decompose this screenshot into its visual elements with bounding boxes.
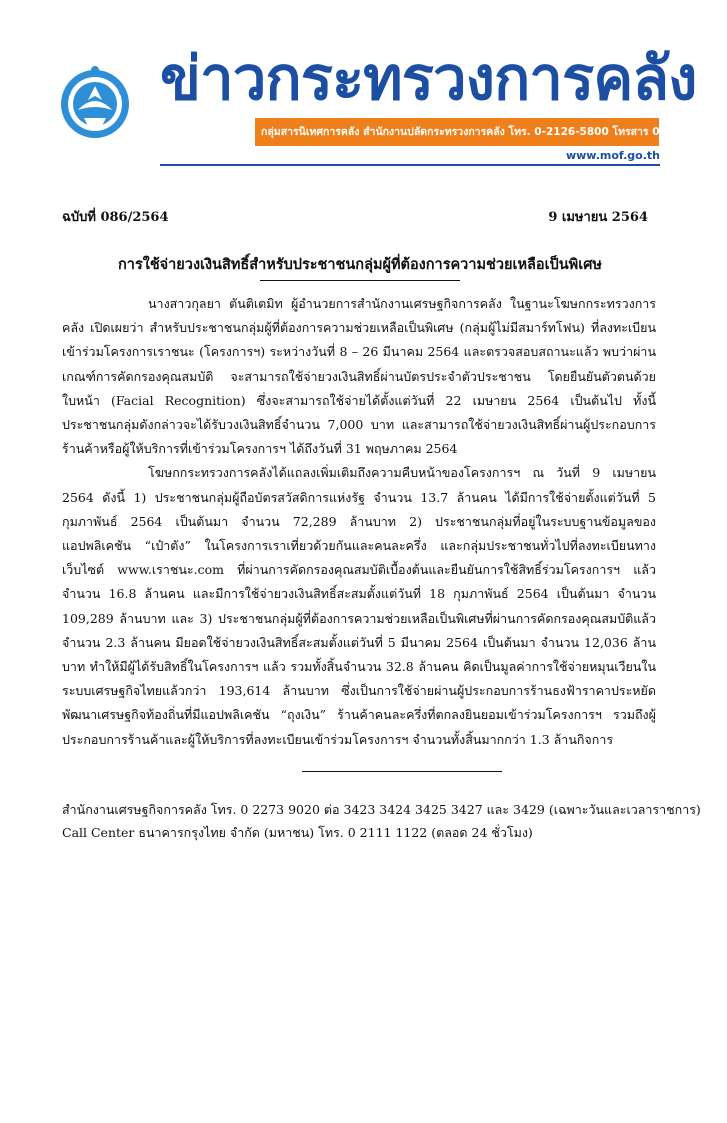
headline: การใช้จ่ายวงเงินสิทธิ์สำหรับประชาชนกลุ่มผู้ที่ต้องการความช่วยเหลือเป็นพิเศษ — [118, 256, 602, 273]
headline-underline — [260, 280, 460, 281]
call-center-contact: Call Center ธนาคารกรุงไทย จำกัด (มหาชน) โทร. 0 2111 1122 (ตลอด 24 ชั่วโมง) — [62, 825, 533, 840]
issue-number: ฉบับที่ 086/2564 — [62, 210, 169, 225]
press-release-body — [62, 292, 656, 752]
contact-info — [62, 798, 701, 844]
contact-bar-text: กลุ่มสารนิเทศการคลัง สำนักงานปลัดกระทรวงการคลัง โทร. 0-2126-5800 โทรสาร 0-2273-9763 — [261, 126, 727, 138]
header-divider — [160, 164, 660, 166]
ministry-emblem-icon — [56, 62, 134, 148]
paragraph-2: โฆษกกระทรวงการคลังได้แถลงเพิ่มเติมถึงความคืบหน้าของโครงการฯ ณ วันที่ 9 เมษายน 2564 ดังนี้ 1) ประชาชนกลุ่มผู้ถือบัตรสวัสดิการแห่งรัฐ จำนวน 13.7 ล้านคน ได้มีการใช้จ่ายตั้งแต่วันที่ 5 กุมภาพันธ์ 2564 เป็นต้นมา จำนวน 72,289 ล้านบาท 2) ประชาชนกลุ่มที่อยู่ในระบบฐานข้อมูลของแอปพลิเคชัน “เป๋าตัง” ในโครงการเราเที่ยวด้วยกันและคนละครึ่ง และกลุ่มประชาชนทั่วไปที่ลงทะเบียนทางเว็บไซต์ www.เราชนะ.com ที่ผ่านการคัดกรองคุณสมบัติเบื้องต้นและยืนยันการใช้สิทธิ์ร่วมโครงการฯ แล้ว จำนวน 16.8 ล้านคน และมีการใช้จ่ายวงเงินสิทธิ์สะสมตั้งแต่วันที่ 18 กุมภาพันธ์ 2564 เป็นต้นมา จำนวน 109,289 ล้านบาท และ 3) ประชาชนกลุ่มผู้ที่ต้องการความช่วยเหลือเป็นพิเศษที่ผ่านการคัดกรองคุณสมบัติแล้ว จำนวน 2.3 ล้านคน มียอดใช้จ่ายวงเงินสิทธิ์สะสมตั้งแต่วันที่ 5 มีนาคม 2564 เป็นต้นมา จำนวน 12,036 ล้านบาท ทำให้มีผู้ได้รับสิทธิ์ในโครงการฯ แล้ว รวมทั้งสิ้นจำนวน 32.8 ล้านคน คิดเป็นมูลค่าการใช้จ่ายหมุนเวียนในระบบเศรษฐกิจไทยแล้วกว่า 193,614 ล้านบาท ซึ่งเป็นการใช้จ่ายผ่านผู้ประกอบการร้านธงฟ้าราคาประหยัดพัฒนาเศรษฐกิจท้องถิ่นที่มีแอปพลิเคชัน “ถุงเงิน” ร้านค้าคนละครึ่งที่ตกลงยินยอมเข้าร่วมโครงการฯ รวมถึงผู้ประกอบการร้านค้าและผู้ให้บริการที่ลงทะเบียนเข้าร่วมโครงการฯ จำนวนทั้งสิ้นมากกว่า 1.3 ล้านกิจการ — [62, 465, 656, 747]
publication-title: ข่าวกระทรวงการคลัง — [160, 44, 697, 114]
release-date: 9 เมษายน 2564 — [548, 210, 648, 225]
contact-bar — [255, 118, 727, 146]
end-divider — [302, 771, 502, 772]
paragraph-1: นางสาวกุลยา ตันติเตมิท ผู้อำนวยการสำนักงานเศรษฐกิจการคลัง ในฐานะโฆษกกระทรวงการคลัง เปิดเผยว่า สำหรับประชาชนกลุ่มผู้ที่ต้องการความช่วยเหลือเป็นพิเศษ (กลุ่มผู้ไม่มีสมาร์ทโฟน) ที่ลงทะเบียนเข้าร่วมโครงการเราชนะ (โครงการฯ) ระหว่างวันที่ 8 – 26 มีนาคม 2564 และตรวจสอบสถานะแล้ว พบว่าผ่านเกณฑ์การคัดกรองคุณสมบัติ จะสามารถใช้จ่ายวงเงินสิทธิ์ผ่านบัตรประจำตัวประชาชน โดยยืนยันตัวตนด้วยใบหน้า (Facial Recognition) ซึ่งจะสามารถใช้จ่ายได้ตั้งแต่วันที่ 22 เมษายน 2564 เป็นต้นไป ทั้งนี้ ประชาชนกลุ่มดังกล่าวจะได้รับวงเงินสิทธิ์จำนวน 7,000 บาท และสามารถใช้จ่ายวงเงินสิทธิ์ผ่านผู้ประกอบการร้านค้าหรือผู้ให้บริการที่เข้าร่วมโครงการฯ ได้ถึงวันที่ 31 พฤษภาคม 2564 — [62, 296, 656, 457]
letterhead — [0, 0, 727, 180]
fpo-contact: สำนักงานเศรษฐกิจการคลัง โทร. 0 2273 9020 ต่อ 3423 3424 3425 3427 และ 3429 (เฉพาะวันและเวลาราชการ) — [62, 802, 701, 817]
website-link[interactable]: www.mof.go.th — [565, 149, 660, 162]
